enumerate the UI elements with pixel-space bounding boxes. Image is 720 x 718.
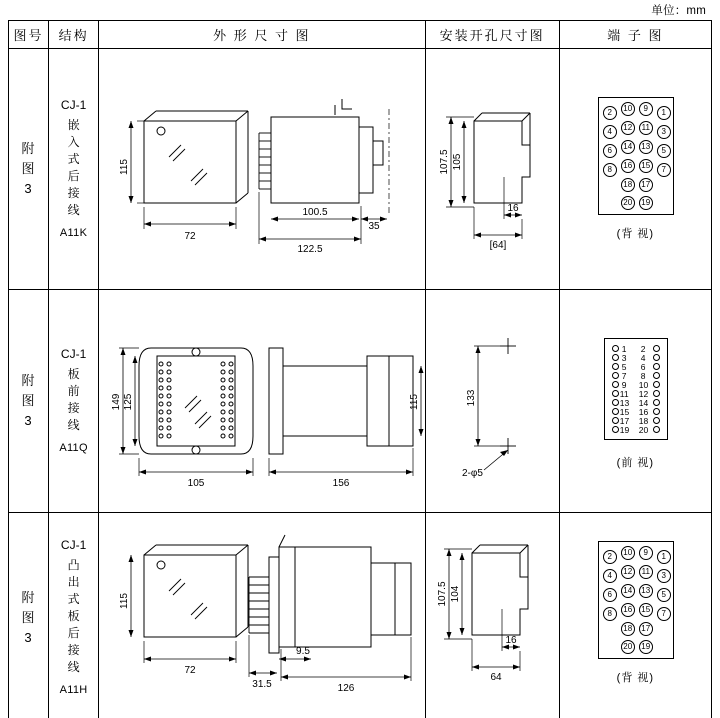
terminal-dot [653,417,660,424]
terminal-dot: 6 [603,588,617,602]
terminal-number: 6 [640,362,646,372]
row1-dim-35: 35 [368,221,380,232]
row1-terminal-caption: (背 视) [616,228,655,240]
terminal-dot: 8 [603,607,617,621]
row2-desc2: 前 [67,383,80,398]
row3-terminal-caption: (背 视) [616,672,655,684]
row2-num-line1: 附 [21,373,36,388]
terminal-dot [612,354,619,361]
terminal-dot: 5 [657,144,671,158]
terminal-dot [612,390,619,397]
header-mounting-hole-dims: 安装开孔尺寸图 [425,21,559,49]
row1-outline-cell [99,49,425,290]
row2-hole-dim-133: 133 [465,389,477,407]
terminal-number: 5 [621,362,627,372]
terminal-number: 8 [640,371,646,381]
terminal-dot: 3 [657,569,671,583]
row3-desc6: 接 [67,643,80,657]
row3-num-line1: 附 [21,590,36,605]
terminal-dot [653,354,660,361]
terminal-number: 4 [640,353,646,363]
row3-hole-dim-16: 16 [505,635,517,646]
row3-hole-dim-107_5: 107.5 [436,581,448,607]
row1-hole-dim-107_5: 107.5 [438,149,450,175]
row1-num-line2: 图 [21,161,36,176]
terminal-dot: 19 [639,196,653,210]
row1-num-line3: 3 [24,181,33,196]
row2-num-line3: 3 [24,413,33,428]
row2-desc4: 线 [67,417,80,432]
terminal-dot: 4 [603,125,617,139]
row2-dim-149: 149 [111,393,123,411]
header-drawing-no: 图号 [9,21,49,49]
row1-hole-dim-64: [64] [489,240,506,251]
row1-model: CJ-1 [60,97,87,112]
row1-drawing-no [9,49,49,290]
terminal-dot: 10 [621,546,635,560]
terminal-dot: 20 [621,196,635,210]
row2-dim-125: 125 [123,393,135,411]
terminal-dot: 19 [639,640,653,654]
terminal-number: 11 [619,389,629,399]
terminal-dot [653,363,660,370]
row3-dim-9_5: 9.5 [296,646,311,657]
table-row [9,513,712,718]
row1-desc4: 后 [67,168,80,183]
terminal-dot: 18 [621,178,635,192]
terminal-dot: 4 [603,569,617,583]
terminal-dot: 3 [657,125,671,139]
row3-dim-126: 126 [337,683,355,694]
terminal-number: 2 [640,344,646,354]
terminal-dot [612,345,619,352]
row3-desc4: 板 [67,609,80,623]
terminal-dot [653,372,660,379]
terminal-number: 15 [619,407,630,417]
row2-terminal-caption: (前 视) [616,457,655,469]
header-outline-dims: 外 形 尺 寸 图 [99,21,425,49]
terminal-dot [653,345,660,352]
dimension-table [8,20,712,718]
row1-hole-drawing [426,49,560,289]
row3-num-line3: 3 [24,630,33,645]
table-row [9,290,712,513]
row3-hole-cell [425,513,559,718]
table-header-row [9,21,712,49]
row3-model: CJ-1 [60,538,87,552]
row3-desc2: 出 [67,575,80,589]
terminal-number: 20 [638,425,649,435]
row1-dim-115: 115 [119,159,131,175]
terminal-number: 3 [621,353,627,363]
row3-terminal-panel [598,541,674,659]
terminal-dot [612,399,619,406]
row2-terminal-panel [604,338,668,440]
terminal-dot: 9 [639,102,653,116]
row1-structure [49,49,99,290]
terminal-number: 19 [619,425,630,435]
row1-dim-72: 72 [184,231,196,242]
row2-structure [49,290,99,513]
terminal-dot: 11 [639,121,653,135]
table-row [9,49,712,290]
row2-hole-dim-2phi5: 2-φ5 [461,468,483,479]
terminal-dot: 7 [657,607,671,621]
terminal-dot: 14 [621,584,635,598]
terminal-number: 12 [638,389,649,399]
terminal-dot: 10 [621,102,635,116]
row1-desc3: 式 [67,151,80,166]
row3-dim-72: 72 [184,665,196,676]
terminal-dot: 15 [639,159,653,173]
row2-outline-cell [99,290,425,513]
row1-hole-cell [425,49,559,290]
terminal-dot: 12 [621,121,635,135]
terminal-number: 14 [638,398,649,408]
terminal-number: 13 [619,398,630,408]
row1-dim-122_5: 122.5 [297,244,323,255]
row2-outline-drawing [99,290,425,512]
unit-note: 单位：mm [651,5,706,17]
terminal-dot: 1 [657,106,671,120]
row3-dim-31_5: 31.5 [252,679,272,690]
row2-hole-drawing [426,290,560,512]
terminal-dot [653,381,660,388]
row2-terminal-cell [559,290,711,513]
row1-code: A11K [59,226,88,239]
row1-outline-drawing [99,49,425,289]
terminal-dot [612,408,619,415]
row3-drawing-no [9,513,49,718]
row3-desc1: 凸 [67,558,80,572]
row1-terminal-cell [559,49,711,290]
terminal-dot [612,381,619,388]
terminal-dot: 13 [639,584,653,598]
terminal-dot: 13 [639,140,653,154]
terminal-dot: 20 [621,640,635,654]
row2-hole-cell [425,290,559,513]
terminal-dot [612,372,619,379]
terminal-dot: 11 [639,565,653,579]
terminal-dot [653,390,660,397]
terminal-number: 16 [638,407,649,417]
row3-desc7: 线 [67,660,80,674]
terminal-dot: 6 [603,144,617,158]
terminal-dot: 12 [621,565,635,579]
terminal-dot [653,399,660,406]
terminal-dot: 17 [639,178,653,192]
terminal-dot: 16 [621,603,635,617]
terminal-dot [612,363,619,370]
row2-dim-115: 115 [409,394,421,410]
terminal-dot: 18 [621,622,635,636]
terminal-dot [612,426,619,433]
terminal-dot: 1 [657,550,671,564]
terminal-dot: 17 [639,622,653,636]
row3-hole-dim-64: 64 [490,672,502,683]
row3-structure [49,513,99,718]
row2-model: CJ-1 [60,346,87,361]
terminal-dot [612,417,619,424]
row2-desc3: 接 [67,400,80,415]
terminal-dot [653,426,660,433]
row3-outline-cell [99,513,425,718]
row1-hole-dim-105: 105 [451,153,463,171]
row2-dim-105: 105 [187,478,205,489]
terminal-dot: 2 [603,106,617,120]
terminal-number: 18 [638,416,649,426]
row1-terminal-panel [598,97,674,215]
terminal-dot: 8 [603,163,617,177]
row1-desc6: 线 [67,202,80,217]
terminal-number: 7 [621,371,627,381]
row2-drawing-no [9,290,49,513]
row2-dim-156: 156 [332,478,350,489]
terminal-dot [653,408,660,415]
terminal-dot: 16 [621,159,635,173]
terminal-dot: 15 [639,603,653,617]
terminal-dot: 7 [657,163,671,177]
row1-desc2: 入 [67,134,80,149]
row3-hole-dim-104: 104 [449,585,461,603]
row3-outline-drawing [99,513,425,718]
row3-terminal-cell [559,513,711,718]
row2-desc1: 板 [67,366,80,381]
terminal-dot: 2 [603,550,617,564]
row1-desc1: 嵌 [67,117,80,132]
row1-hole-dim-16: 16 [507,203,519,214]
terminal-number: 1 [621,344,627,354]
row2-num-line2: 图 [21,393,36,408]
row3-num-line2: 图 [21,610,36,625]
row3-desc3: 式 [67,592,80,606]
row1-dim-100_5: 100.5 [302,207,328,218]
terminal-number: 10 [638,380,649,390]
terminal-dot: 14 [621,140,635,154]
row3-dim-115: 115 [119,593,131,609]
header-terminal-diagram: 端 子 图 [559,21,711,49]
row3-hole-drawing [426,513,560,718]
row2-code: A11Q [59,441,88,454]
row1-num-line1: 附 [21,141,36,156]
row3-desc5: 后 [67,626,80,640]
terminal-number: 17 [619,416,630,426]
terminal-dot: 5 [657,588,671,602]
terminal-dot: 9 [639,546,653,560]
row3-code: A11H [59,684,88,696]
header-structure: 结构 [49,21,99,49]
row1-desc5: 接 [67,185,80,200]
terminal-number: 9 [621,380,627,390]
